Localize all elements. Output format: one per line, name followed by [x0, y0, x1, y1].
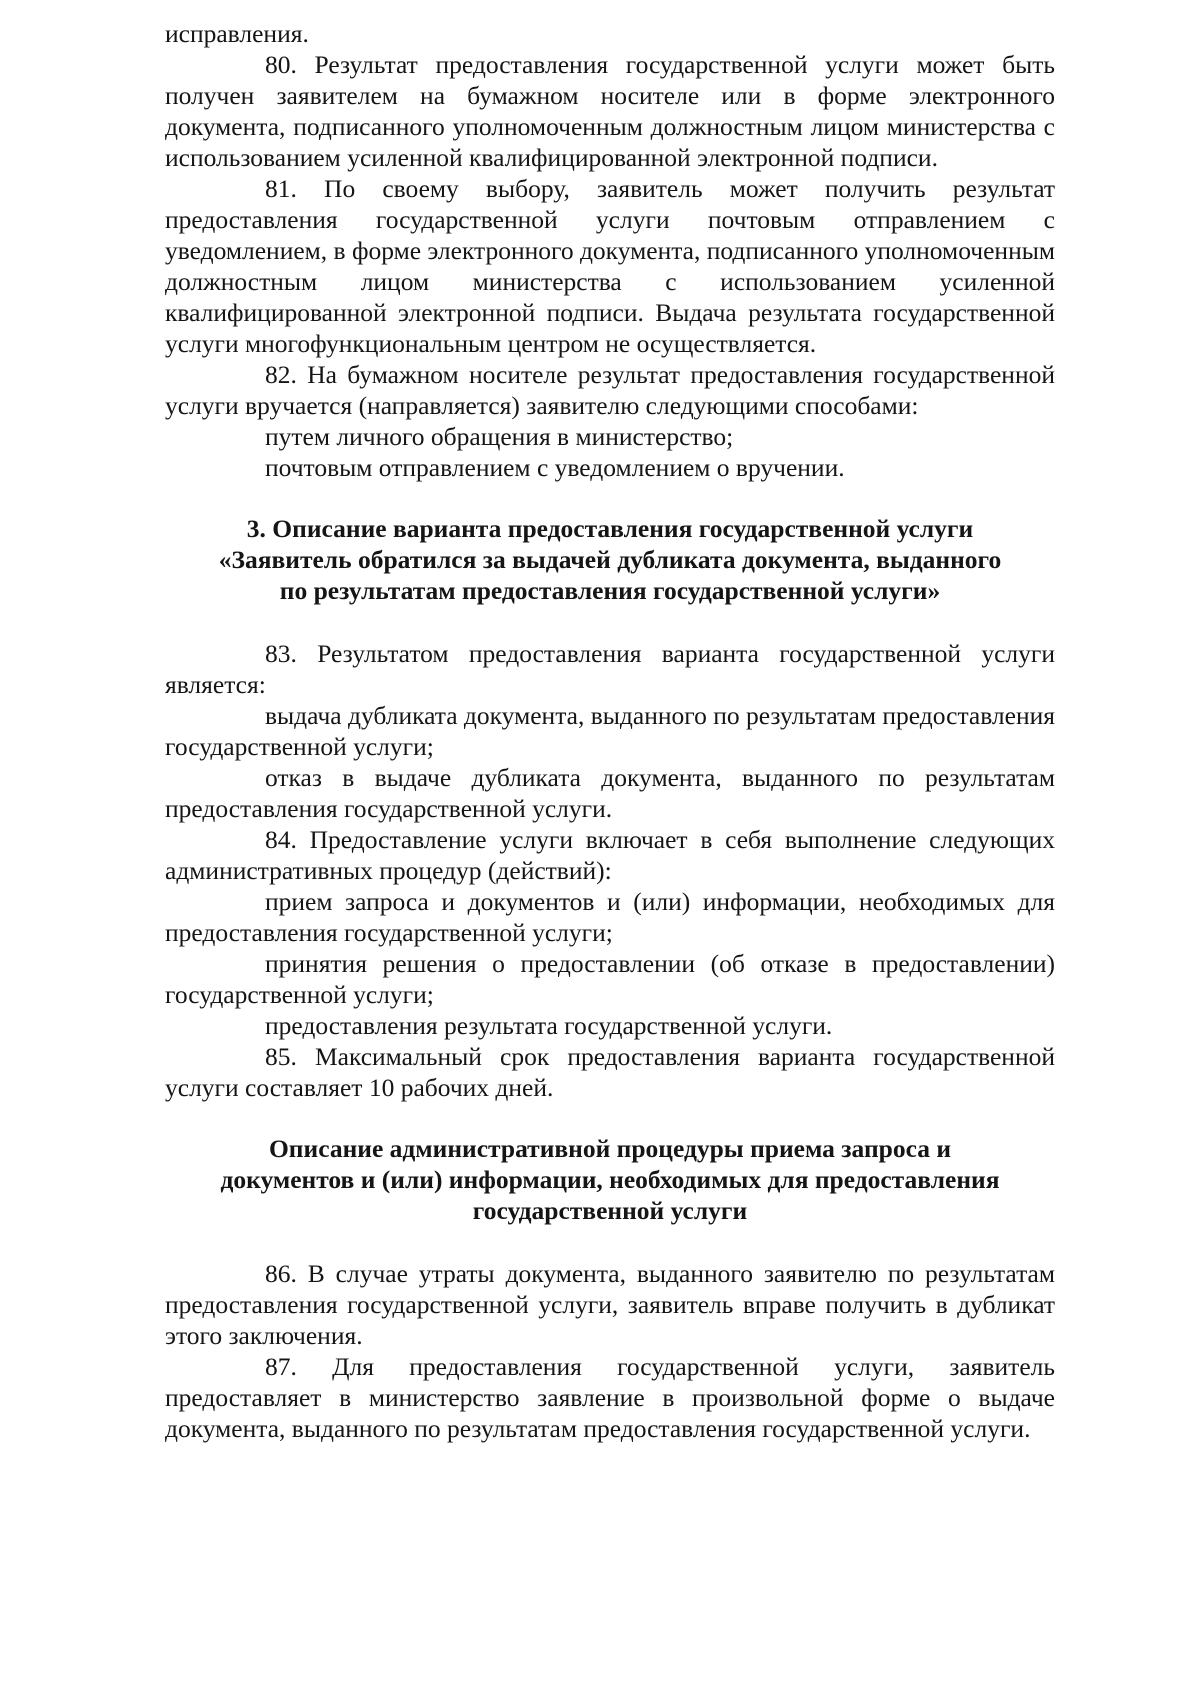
- paragraph-81: 81. По своему выбору, заявитель может получить результат предоставления государственной услуги почтовым отправлением с уведомлением, в форме электронного документа, подписанного уполномоченным должностным лицом министерства с использованием усиленной квалифицированной электронной подписи. Выдача результата государственной услуги многофункциональным центром не осуществляется.: [165, 174, 1055, 358]
- document-page: [165, 18, 1055, 1444]
- paragraph-86: 86. В случае утраты документа, выданного заявителю по результатам предоставления государственной услуги, заявитель вправе получить в дубликат этого заключения.: [165, 1259, 1055, 1350]
- list-item: принятия решения о предоставлении (об отказе в предоставлении) государственной услуги;: [165, 949, 1055, 1009]
- list-item: предоставления результата государственной услуги.: [265, 1011, 833, 1040]
- paragraph-83: 83. Результатом предоставления варианта государственной услуги является:: [165, 639, 1055, 699]
- list-item: отказ в выдаче дубликата документа, выданного по результатам предоставления государственной услуги.: [165, 763, 1055, 823]
- paragraph-80: 80. Результат предоставления государственной услуги может быть получен заявителем на бумажном носителе или в форме электронного документа, подписанного уполномоченным должностным лицом министерства с использованием усиленной квалифицированной электронной подписи.: [165, 50, 1055, 172]
- subsection-heading: [165, 1133, 1055, 1226]
- heading-line: документов и (или) информации, необходимых для предоставления: [220, 1165, 1000, 1194]
- heading-line: по результатам предоставления государственной услуги»: [279, 576, 941, 605]
- paragraph-84: 84. Предоставление услуги включает в себя выполнение следующих административных процедур (действий):: [165, 825, 1055, 885]
- list-item: почтовым отправлением с уведомлением о вручении.: [265, 453, 845, 482]
- list-item: путем личного обращения в министерство;: [265, 422, 734, 451]
- paragraph-85: 85. Максимальный срок предоставления варианта государственной услуги составляет 10 рабочих дней.: [165, 1042, 1055, 1102]
- section-3-heading: [165, 513, 1055, 606]
- heading-line: «Заявитель обратился за выдачей дубликата документа, выданного: [218, 545, 1002, 574]
- top-fragment: исправления.: [165, 19, 309, 48]
- paragraph-87: 87. Для предоставления государственной услуги, заявитель предоставляет в министерство заявление в произвольной форме о выдаче документа, выданного по результатам предоставления государственной услуги.: [165, 1352, 1055, 1443]
- heading-line: 3. Описание варианта предоставления государственной услуги: [246, 514, 974, 543]
- paragraph-82: 82. На бумажном носителе результат предоставления государственной услуги вручается (направляется) заявителю следующими способами:: [165, 360, 1055, 420]
- heading-line: Описание административной процедуры приема запроса и: [268, 1134, 952, 1163]
- list-item: выдача дубликата документа, выданного по результатам предоставления государственной услуги;: [165, 701, 1055, 761]
- list-item: прием запроса и документов и (или) информации, необходимых для предоставления государственной услуги;: [165, 887, 1055, 947]
- heading-line: государственной услуги: [472, 1196, 748, 1225]
